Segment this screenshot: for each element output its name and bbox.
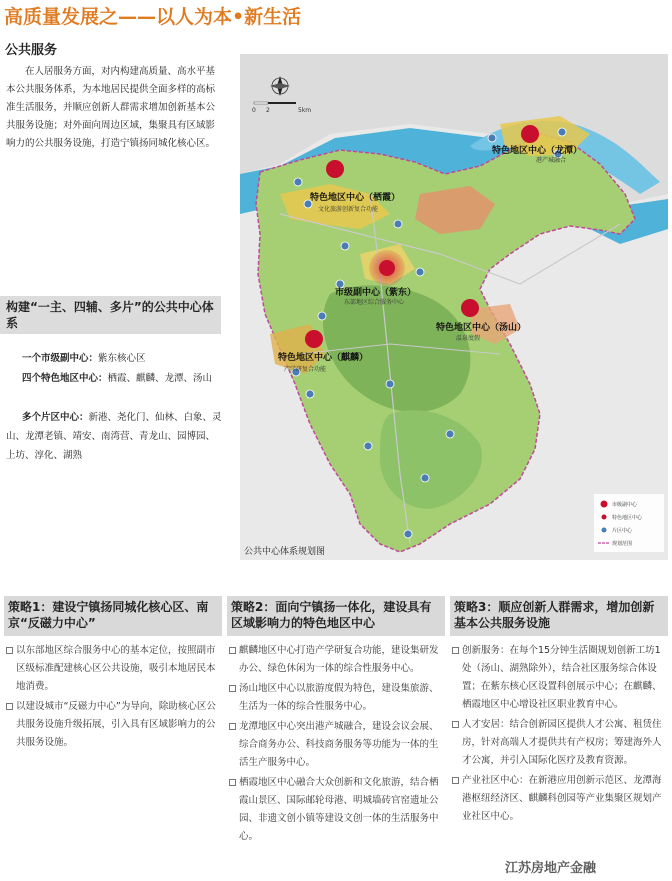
strategy-3-item: 产业社区中心：在新港应用创新示范区、龙潭海港枢纽经济区、麒麟科创园等产业集聚区规划产业社区中心。 [452,772,666,826]
category-district-text: 新港、尧化门、仙林、白象、灵山、龙潭老镇、靖安、南湾营、青龙山、园博园、上坊、淳化、湖熟 [6,412,222,461]
category-featured-text: 栖霞、麒麟、龙潭、汤山 [107,373,213,384]
district-center-marker [294,178,302,186]
legend-municipal-icon [601,501,608,508]
system-title: 构建“一主、四辅、多片”的公共中心体系 [6,300,214,330]
strategy-1-item: 以东部地区综合服务中心的基本定位，按照副市区级标准配建核心区公共设施，吸引本地居民本地消费。 [6,642,220,696]
strategy-1-title: 策略1：建设宁镇扬同城化核心区、南京“反磁力中心” [4,596,222,636]
legend-featured-icon [602,515,607,520]
district-center-marker [416,268,424,276]
label-qilin: 特色地区中心（麒麟） [278,353,369,363]
featured-center-marker-qixia [326,160,344,178]
category-municipal-text: 紫东核心区 [98,353,146,364]
label-tangshan-sub: 温泉度假 [456,335,481,342]
district-center-marker [364,442,372,450]
legend-district-icon [602,528,607,533]
district-center-marker [446,430,454,438]
section-title: 公共服务 [5,43,58,58]
district-center-marker [421,474,429,482]
category-district-head: 多个片区中心： [22,412,89,423]
scale-0: 0 [252,107,256,114]
strategy-2-item: 栖霞地区中心融合大众创新和文化旅游，结合栖霞山景区、国际邮轮母港、明城墙砖官窑遗址公园、非遗文创小镇等建设文创一体的生活服务中心。 [229,774,443,846]
scale-5km: 5km [298,107,312,114]
featured-center-marker-tangshan [461,299,479,317]
district-center-marker [318,312,326,320]
legend-district: 片区中心 [612,528,633,534]
label-longtan-sub: 港产城融合 [536,157,567,164]
map-caption: 公共中心体系规划图 [244,547,326,557]
category-featured-head: 四个特色地区中心： [22,373,108,384]
strategy-2-title: 策略2：面向宁镇扬一体化，建设具有区域影响力的特色地区中心 [227,596,445,636]
map-legend [594,494,664,552]
district-center-marker [341,242,349,250]
strategy-3-item: 创新服务：在每个15分钟生活圈规划创新工坊1处（汤山、湖熟除外），结合社区服务综合体设置；在紫东核心区设置科创展示中心；在麒麟、栖霞地区中心增设社区职业教育中心。 [452,642,666,714]
planning-map [240,54,668,560]
strategy-1-item: 以建设城市“反磁力中心”为导向，除助核心区公共服务设施升级拓展，引入具有区域影响力的公共服务设施。 [6,698,220,752]
strategy-1 [4,596,222,881]
intro-paragraph: 在人居服务方面，对内构建高质量、高水平基本公共服务体系，为本地居民提供全面多样的高标准生活服务，并顺应创新人群需求增加创新基本公共服务设施；对外面向周边区域，集聚具有区域影响力的公共服务设施，打造宁镇扬同城化核心区。 [6,66,216,149]
district-center-marker [386,380,394,388]
label-tangshan: 特色地区中心（汤山） [436,323,527,333]
legend-municipal: 市级副中心 [612,502,638,508]
category-municipal-head: 一个市级副中心： [22,353,99,364]
legend-boundary: 规划范围 [612,541,633,547]
category-district [6,408,222,465]
strategy-3-item: 人才安居：结合创新园区提供人才公寓、租赁住房，针对高端人才提供共有产权房；筹建海外人才公寓，并引入国际化医疗及教育资源。 [452,716,666,770]
strategy-3-title: 策略3：顺应创新人群需求，增加创新基本公共服务设施 [450,596,668,636]
strategy-3 [450,596,668,881]
district-center-marker [404,530,412,538]
page-title: 高质量发展之——以人为本•新生活 [4,6,302,28]
strategy-2-item: 麒麟地区中心打造产学研复合功能，建设集研发办公、绿色休闲为一体的综合性服务中心。 [229,642,443,678]
watermark: 江苏房地产金融 [505,861,597,876]
district-center-marker [488,134,496,142]
municipal-center-marker [379,260,395,276]
category-municipal [22,350,234,367]
label-main-sub: 东部地区综合服务中心 [344,299,405,306]
district-center-marker [394,220,402,228]
district-center-marker [558,128,566,136]
scale-2: 2 [266,107,270,114]
label-qixia-sub: 文化旅游创新复合功能 [318,206,379,213]
district-center-marker [336,280,344,288]
strategy-2 [227,596,445,881]
label-longtan: 特色地区中心（龙潭） [492,146,583,156]
label-qixia: 特色地区中心（栖霞） [310,193,401,203]
strategy-2-item: 汤山地区中心以旅游度假为特色，建设集旅游、生活为一体的综合性服务中心。 [229,680,443,716]
featured-center-marker-qilin [305,330,323,348]
legend-featured: 特色地区中心 [612,515,643,521]
category-featured [6,370,222,387]
label-qilin-sub: 产学研复合功能 [284,366,327,373]
label-main: 市级副中心（紫东） [335,288,417,298]
strategy-2-item: 龙潭地区中心突出港产城融合，建设会议会展、综合商务办公、科技商务服务等功能为一体的生活生产服务中心。 [229,718,443,772]
featured-center-marker-longtan [521,125,539,143]
district-center-marker [306,390,314,398]
